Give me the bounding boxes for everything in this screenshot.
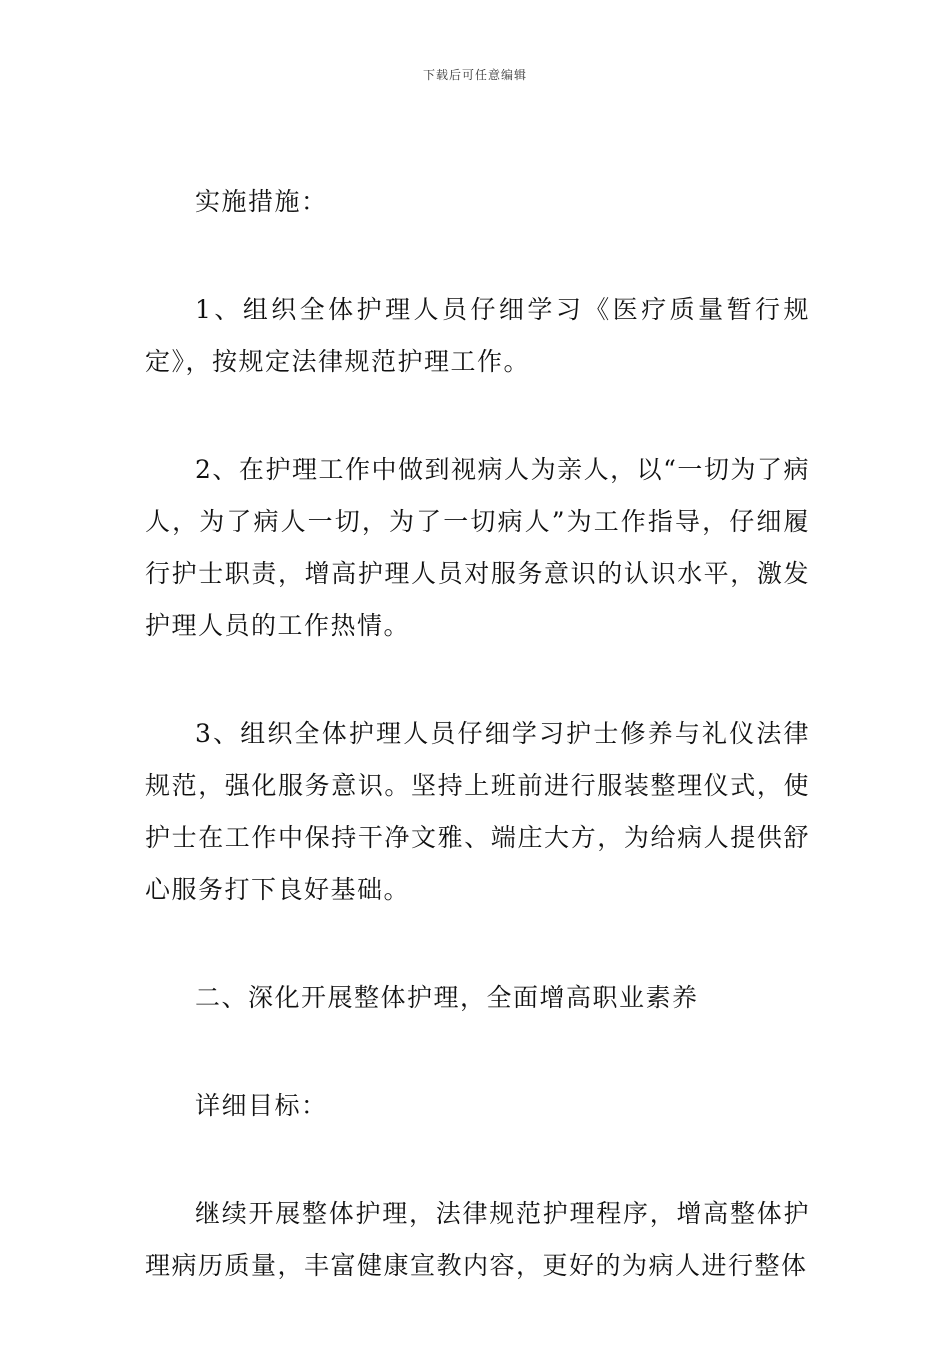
- paragraph-measures-heading: 实施措施：: [195, 187, 328, 216]
- page-header-note: 下载后可任意编辑: [422, 68, 527, 82]
- paragraph-item-2: 2、在护理工作中做到视病人为亲人，以“一切为了病人，为了病人一切，为了一切病人”为工作指导，仔细履行护士职责，增高护理人员对服务意识的认识水平，激发护理人员的工作热情。: [145, 455, 810, 640]
- section-heading-2: 二、深化开展整体护理，全面增高职业素养: [195, 983, 699, 1012]
- paragraph-goals-heading: 详细目标：: [195, 1091, 328, 1120]
- paragraph-goals-text: 继续开展整体护理，法律规范护理程序，增高整体护理病历质量，丰富健康宣教内容，更好的为病人进行整体: [145, 1199, 810, 1280]
- paragraph-item-1: 1、组织全体护理人员仔细学习《医疗质量暂行规定》，按规定法律规范护理工作。: [145, 295, 810, 376]
- paragraph-item-3: 3、组织全体护理人员仔细学习护士修养与礼仪法律规范，强化服务意识。坚持上班前进行服装整理仪式，使护士在工作中保持干净文雅、端庄大方，为给病人提供舒心服务打下良好基础。: [145, 719, 810, 904]
- document-body: [145, 176, 810, 1348]
